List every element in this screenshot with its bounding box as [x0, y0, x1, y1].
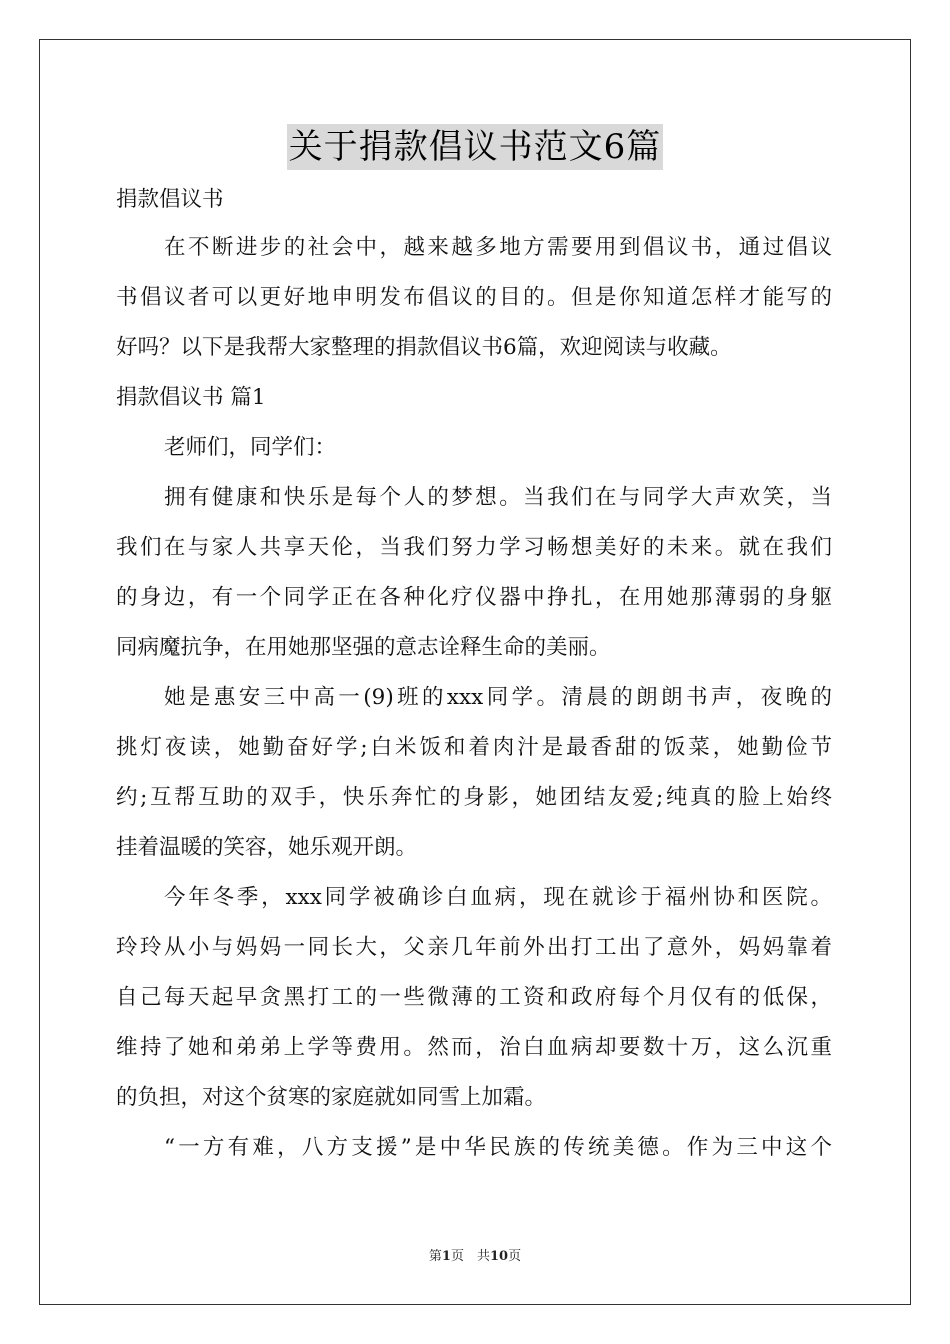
paragraph-line: 在不断进步的社会中，越来越多地方需要用到倡议书，通过倡议: [164, 235, 832, 260]
paragraph-line: “一方有难，八方支援”是中华民族的传统美德。作为三中这个: [164, 1135, 832, 1160]
footer-total-pages: 10: [489, 1249, 509, 1264]
paragraph-line: 玲玲从小与妈妈一同长大，父亲几年前外出打工出了意外，妈妈靠着: [116, 935, 832, 960]
paragraph-line: 自己每天起早贪黑打工的一些微薄的工资和政府每个月仅有的低保，: [116, 985, 832, 1010]
paragraph-line: 今年冬季，xxx同学被确诊白血病，现在就诊于福州协和医院。: [164, 885, 832, 910]
paragraph-line: 她是惠安三中高一(9)班的xxx同学。清晨的朗朗书声，夜晚的: [164, 685, 832, 710]
page-border: [39, 39, 911, 1305]
paragraph-line: 拥有健康和快乐是每个人的梦想。当我们在与同学大声欢笑，当: [164, 485, 832, 510]
paragraph-line: 的身边，有一个同学正在各种化疗仪器中挣扎，在用她那薄弱的身躯: [116, 585, 832, 610]
page-footer: [0, 1248, 950, 1266]
footer-prefix: 第: [428, 1249, 442, 1264]
paragraph-line: 维持了她和弟弟上学等费用。然而，治白血病却要数十万，这么沉重: [116, 1035, 832, 1060]
paragraph-line: 的负担，对这个贫寒的家庭就如同雪上加霜。: [116, 1085, 547, 1110]
footer-mid: 页 共: [450, 1249, 490, 1264]
footer-page-number: 1: [441, 1249, 451, 1264]
paragraph-line: 同病魔抗争，在用她那坚强的意志诠释生命的美丽。: [116, 635, 611, 660]
greeting-line: 老师们，同学们：: [164, 435, 337, 460]
paragraph-line: 挑灯夜读，她勤奋好学;白米饭和着肉汁是最香甜的饭菜，她勤俭节: [116, 735, 832, 760]
paragraph-line: 挂着温暖的笑容，她乐观开朗。: [116, 835, 418, 860]
section-heading: 捐款倡议书: [116, 187, 224, 212]
section-heading: 捐款倡议书 篇1: [116, 385, 266, 410]
paragraph-line: 约;互帮互助的双手，快乐奔忙的身影，她团结友爱;纯真的脸上始终: [116, 785, 832, 810]
document-title: 关于捐款倡议书范文6篇: [287, 124, 664, 170]
footer-suffix: 页: [508, 1249, 522, 1264]
title-container: [0, 124, 950, 170]
paragraph-line: 我们在与家人共享天伦，当我们努力学习畅想美好的未来。就在我们: [116, 535, 832, 560]
paragraph-line: 好吗？以下是我帮大家整理的捐款倡议书6篇，欢迎阅读与收藏。: [116, 335, 732, 360]
paragraph-line: 书倡议者可以更好地申明发布倡议的目的。但是你知道怎样才能写的: [116, 285, 832, 310]
